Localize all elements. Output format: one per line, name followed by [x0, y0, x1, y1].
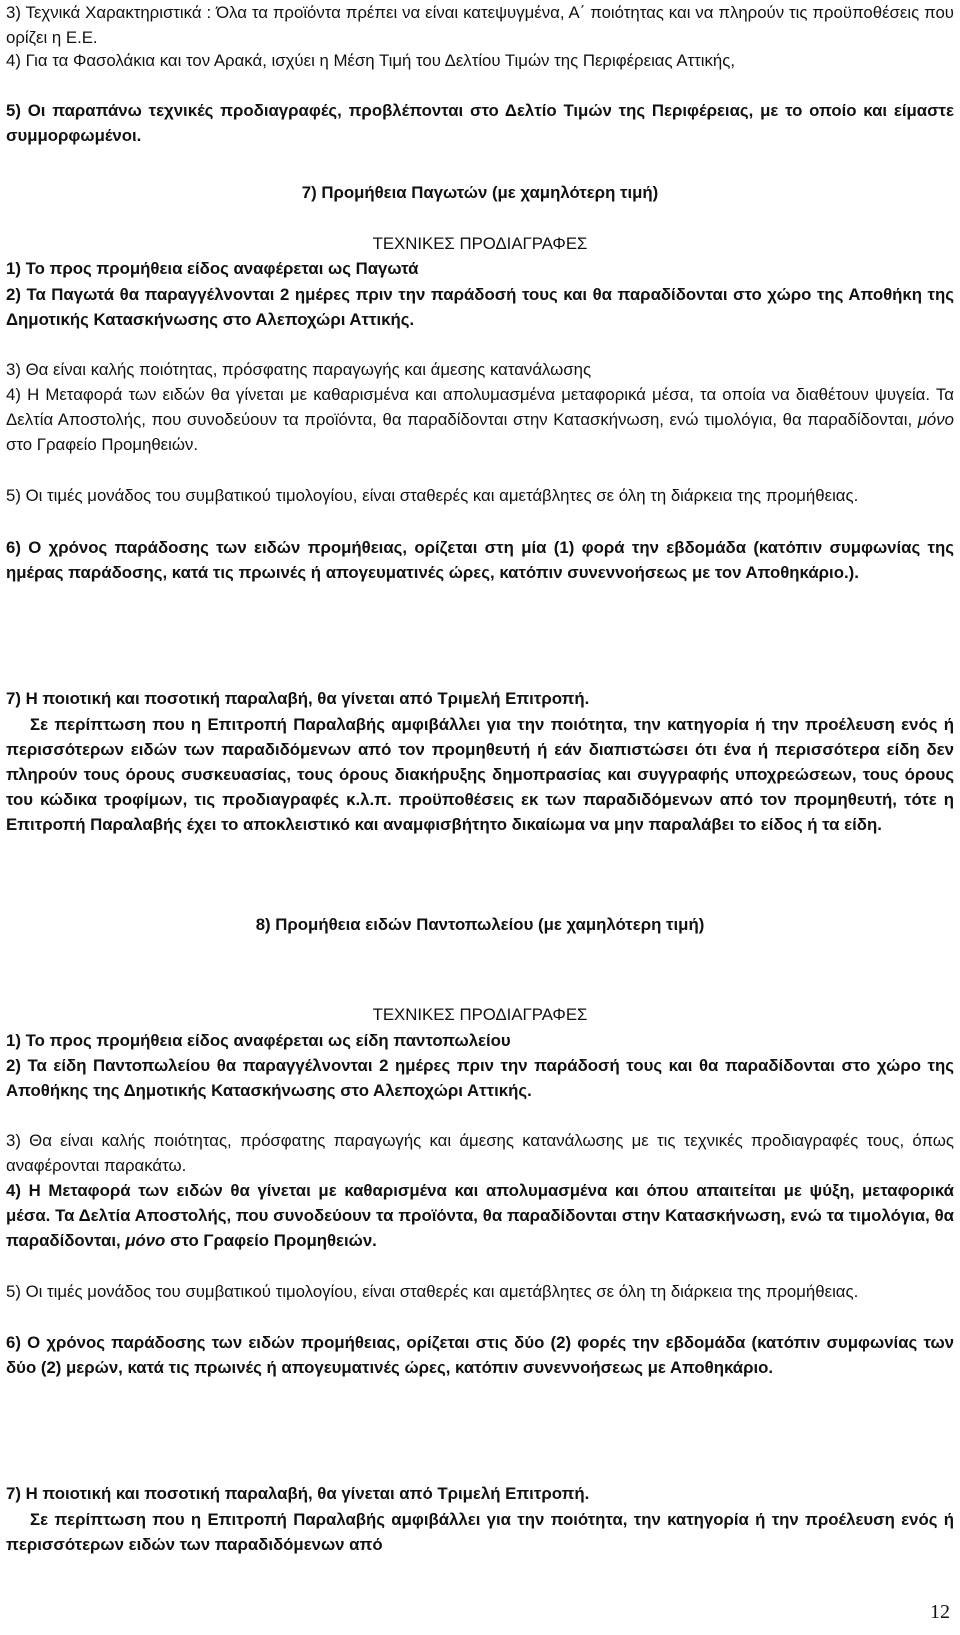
page-number: 12 [930, 1601, 950, 1623]
spec-title: ΤΕΧΝΙΚΕΣ ΠΡΟΔΙΑΓΡΑΦΕΣ [372, 234, 588, 253]
paragraph-acceptance-committee-grocery: Σε περίπτωση που η Επιτροπή Παραλαβής αμφιβάλλει για την ποιότητα, την κατηγορία ή την προέλευση ενός ή περισσότερων ειδών των παραδιδόμενων από [6, 1510, 954, 1554]
grocery-item-7: 7) Η ποιοτική και ποσοτική παραλαβή, θα γίνεται από Τριμελή Επιτροπή. [6, 1484, 590, 1503]
item-2: 2) Τα Παγωτά θα παραγγέλνονται 2 ημέρες πριν την παράδοσή τους και θα παραδίδονται στο χώρο της Αποθήκη της Δημοτικής Κατασκήνωσης στο Αλεποχώρι Αττικής. [6, 285, 954, 329]
section-heading-grocery: 8) Προμήθεια ειδών Παντοπωλείου (με χαμηλότερη τιμή) [255, 915, 705, 934]
paragraph-technical-characteristics: 3) Τεχνικά Χαρακτηριστικά : Όλα τα προϊόντα πρέπει να είναι κατεψυγμένα, Α΄ ποιότητας και να πληρούν τις προϋποθέσεις που ορίζει η Ε.Ε. [6, 3, 954, 47]
item-1: 1) Το προς προμήθεια είδος αναφέρεται ως Παγωτά [6, 259, 419, 278]
item-5: 5) Οι τιμές μονάδος του συμβατικού τιμολογίου, είναι σταθερές και αμετάβλητες σε όλη τη διάρκεια της προμήθειας. [6, 486, 859, 505]
paragraph-price-bulletin: 5) Οι παραπάνω τεχνικές προδιαγραφές, προβλέπονται στο Δελτίο Τιμών της Περιφέρειας, με το οποίο και είμαστε συμμορφωμένοι. [6, 101, 954, 145]
item-3: 3) Θα είναι καλής ποιότητας, πρόσφατης παραγωγής και άμεσης κατανάλωσης [6, 360, 592, 379]
grocery-item-2: 2) Τα είδη Παντοπωλείου θα παραγγέλνονται 2 ημέρες πριν την παράδοσή τους και θα παραδίδονται στο χώρο της Αποθήκης της Δημοτικής Κατασκήνωσης στο Αλεποχώρι Αττικής. [6, 1056, 954, 1100]
grocery-item-5: 5) Οι τιμές μονάδος του συμβατικού τιμολογίου, είναι σταθερές και αμετάβλητες σε όλη τη διάρκεια της προμήθειας. [6, 1282, 859, 1301]
grocery-item-1: 1) Το προς προμήθεια είδος αναφέρεται ως είδη παντοπωλείου [6, 1031, 511, 1050]
grocery-item-3: 3) Θα είναι καλής ποιότητας, πρόσφατης παραγωγής και άμεσης κατανάλωσης με τις τεχνικές προδιαγραφές τους, όπως αναφέρονται παρακάτω. [6, 1131, 954, 1175]
paragraph-acceptance-committee: Σε περίπτωση που η Επιτροπή Παραλαβής αμφιβάλλει για την ποιότητα, την κατηγορία ή την προέλευση ενός ή περισσότερων ειδών των παραδιδόμενων από τον προμηθευτή ή εάν διαπιστώσει ότι ένα ή περισσότερα είδη δεν πληρούν τους όρους συσκευασίας, τους όρους διακήρυξης δημοπρασίας και συγγραφής υποχρεώσεων, τους όρους του κώδικα τροφίμων, τις προδιαγραφές κ.λ.π. προϋποθέσεις εκ των παραδιδόμενων από τον προμηθευτή, τότε η Επιτροπή Παραλαβής έχει το αποκλειστικό και αναμφισβήτητο δικαίωμα να μην παραλάβει το είδος ή τα είδη. [6, 715, 954, 834]
grocery-item-4-text-a: 4) Η Μεταφορά των ειδών θα γίνεται με καθαρισμένα και απολυμασμένα και όπου απαιτείται με ψύξη, μεταφορικά μέσα. Τα Δελτία Αποστολής, που συνοδεύουν τα προϊόντα, θα παραδίδονται στην Κατασκήνωση, ενώ τα τιμολόγια, θα παραδίδονται, [6, 1181, 954, 1250]
grocery-item-4 [6, 1178, 954, 1253]
grocery-item-4-emphasis: μόνο [125, 1231, 166, 1250]
item-6: 6) Ο χρόνος παράδοσης των ειδών προμήθειας, ορίζεται στη μία (1) φορά την εβδομάδα (κατόπιν συμφωνίας της ημέρας παράδοσης, κατά τις πρωινές ή απογευματινές ώρες, κατόπιν συνεννοήσεως με τον Αποθηκάριο.). [6, 538, 954, 582]
section-heading-ice-cream: 7) Προμήθεια Παγωτών (με χαμηλότερη τιμή) [301, 183, 659, 202]
item-4-emphasis: μόνο [917, 410, 954, 429]
grocery-item-4-text-b: στο Γραφείο Προμηθειών. [165, 1231, 377, 1250]
item-7: 7) Η ποιοτική και ποσοτική παραλαβή, θα γίνεται από Τριμελή Επιτροπή. [6, 689, 590, 708]
item-4-text-b: στο Γραφείο Προμηθειών. [6, 435, 199, 454]
grocery-item-6: 6) Ο χρόνος παράδοσης των ειδών προμήθειας, ορίζεται στις δύο (2) φορές την εβδομάδα (κατόπιν συμφωνίας των δύο (2) μερών, κατά τις πρωινές ή απογευματινές ώρες, κατόπιν συνεννοήσεως με Αποθηκάριο. [6, 1333, 954, 1377]
item-4-text-a: 4) Η Μεταφορά των ειδών θα γίνεται με καθαρισμένα και απολυμασμένα μεταφορικά μέσα, τα οποία να διαθέτουν ψυγεία. Τα Δελτία Αποστολής, που συνοδεύουν τα προϊόντα, θα παραδίδονται στην Κατασκήνωση, ενώ τιμολόγια, θα παραδίδονται, [6, 385, 954, 429]
paragraph-beans-peas-price: 4) Για τα Φασολάκια και τον Αρακά, ισχύει η Μέση Τιμή του Δελτίου Τιμών της Περιφέρειας Αττικής, [6, 51, 735, 70]
item-4 [6, 382, 954, 457]
spec-title-grocery: ΤΕΧΝΙΚΕΣ ΠΡΟΔΙΑΓΡΑΦΕΣ [372, 1005, 588, 1024]
